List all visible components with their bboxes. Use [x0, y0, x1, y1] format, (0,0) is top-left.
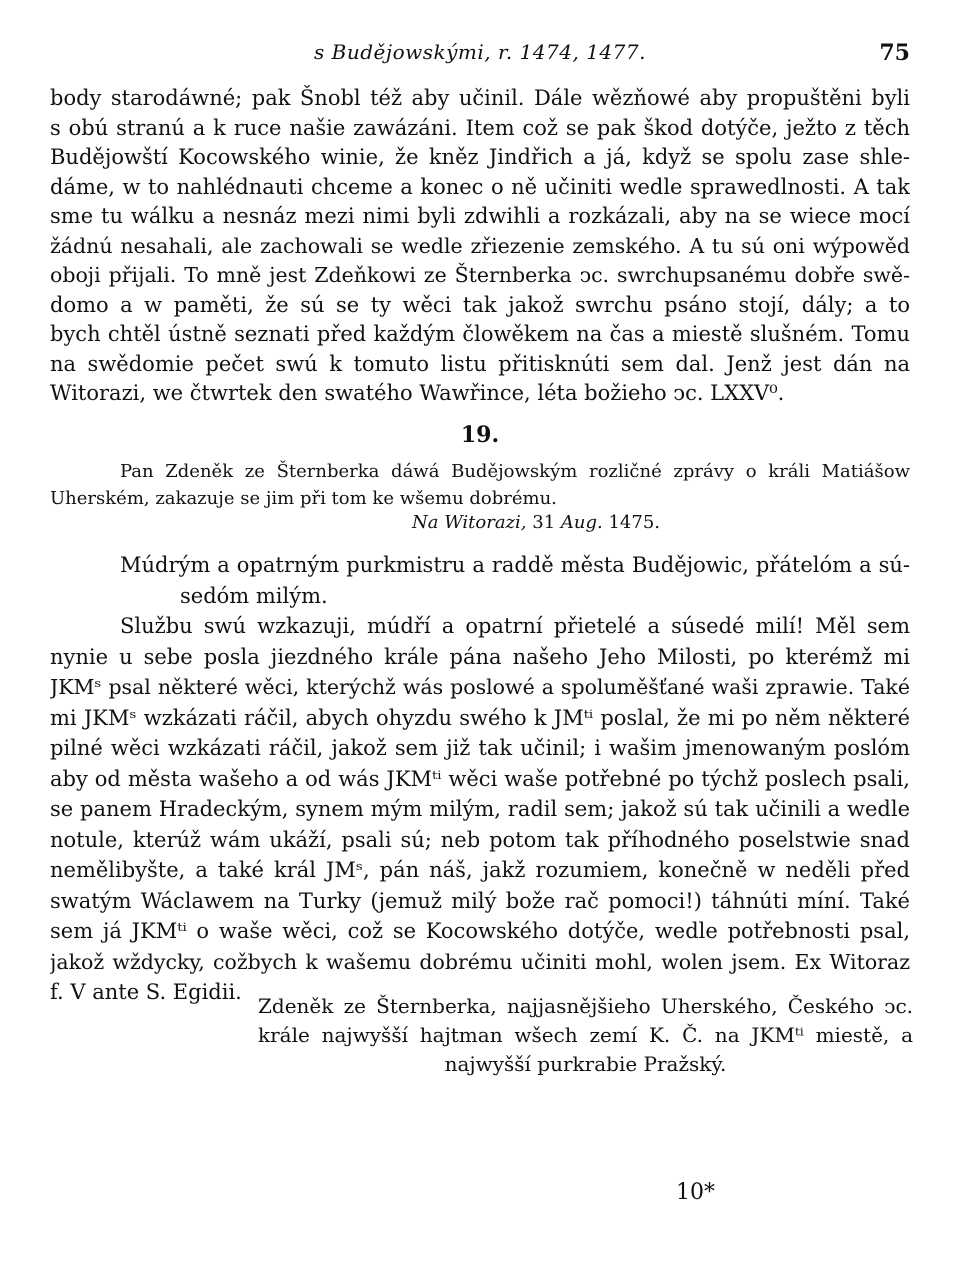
- letter-line: aby od města wašeho a od wás JKMᵗⁱ wěci waše potřebné po týchž poslech psali,: [50, 766, 910, 791]
- letter-line: f. V ante S. Egidii.: [50, 980, 242, 1004]
- letter-line: nemělibyšte, a také král JMˢ, pán náš, jakž rozumiem, konečně w neděli před: [50, 858, 910, 882]
- signature-line: najwyšší purkrabie Pražský.: [444, 1052, 727, 1076]
- preceding-document-text: [50, 84, 910, 409]
- text-line: na swědomie pečet swú k tomuto listu přitisknúti sem dal. Jenž jest dán na: [50, 351, 910, 376]
- letter-line: notule, kterúž wám ukáží, psali sú; neb potom tak příhodného poselstwie snad: [50, 827, 910, 852]
- summary-line: Pan Zdeněk ze Šternberka dáwá Budějowským rozličné zprávy o králi Matiášow: [120, 461, 910, 482]
- document-summary: [50, 458, 910, 533]
- text-line: dáme, w to nahlédnauti chceme a konec o ně učiniti wedle sprawedlnosti. A tak: [50, 174, 910, 199]
- letter-line: se panem Hradeckým, synem mým milým, radil sem; jakož sú tak učinili a wedle: [50, 797, 910, 821]
- letter-line: nynie u sebe posla jiezdného krále pána našeho Jeho Milosti, po kterémž mi: [50, 644, 910, 669]
- letter: [50, 550, 910, 1008]
- running-head: [50, 40, 910, 64]
- printer-signature-mark: 10*: [676, 1180, 715, 1205]
- text-line: oboji přijali. To mně jest Zdeňkowi ze Šternberka ͻc. swrchupsanému dobře swě-: [50, 263, 910, 287]
- address-line: sedóm milým.: [180, 583, 328, 608]
- letter-line: mi JKMˢ wzkázati ráčil, abych ohyzdu swého k JMᵗⁱ poslal, že mi po něm některé: [50, 705, 910, 730]
- date-day: 31: [532, 512, 556, 533]
- letter-line: Službu swú wzkazuji, múdří a opatrní přietelé a súsedé milí! Měl sem: [120, 614, 910, 638]
- address-line: Múdrým a opatrným purkmistru a raddě města Budějowic, přátelóm a sú-: [120, 553, 910, 577]
- running-head-year: r. 1474, 1477.: [498, 40, 646, 64]
- date-year: 1475.: [608, 512, 660, 533]
- letter-signature: [258, 992, 913, 1079]
- date-place: Na Witorazi,: [412, 512, 527, 533]
- letter-line: pilné wěci wzkázati ráčil, jakož sem již tak učinil; i wašim jmenowaným poslóm: [50, 736, 910, 760]
- page-header: [50, 40, 910, 66]
- letter-line: JKMˢ psal některé wěci, kterýchž wás poslowé a spoluměšťané waši zprawie. Také: [50, 675, 910, 699]
- text-line: Witorazi, we čtwrtek den swatého Wawřince, léta božieho ͻc. LXXV⁰.: [50, 381, 785, 405]
- text-line: domo a w paměti, že sú se ty wěci tak jakož swrchu psáno stojí, dály; a to: [50, 292, 910, 317]
- document-date: [412, 512, 660, 533]
- signature-line: krále najwyšší hajtman wšech zemí K. Č. na JKMᵗⁱ miestě, a: [258, 1023, 913, 1047]
- text-line: body starodáwné; pak Šnobl též aby učinil. Dále wězňowé aby propuštěni byli: [50, 86, 910, 110]
- letter-line: swatým Wáclawem na Turky (jemuž milý bože rač pomoci!) táhnúti míní. Také: [50, 888, 910, 913]
- text-line: s obú stranú a k ruce našie zawázáni. Item což se pak škod dotýče, ježto z těch: [50, 115, 910, 140]
- running-head-place: s Budějowskými,: [314, 40, 492, 64]
- summary-line: Uherském, zakazuje se jim při tom ke wšemu dobrému.: [50, 488, 557, 509]
- text-line: sme tu wálku a nesnáz mezi nimi byli zdwihli a rozkázali, aby na se wiece mocí: [50, 204, 910, 228]
- text-line: Budějowští Kocowského winie, že kněz Jindřich a já, když se spolu zase shle-: [50, 145, 910, 169]
- signature-line: Zdeněk ze Šternberka, najjasnějšieho Uherského, Českého ͻc.: [258, 994, 913, 1018]
- text-line: bych chtěl ústně seznati před každým člowěkem na čas a miestě slušném. Tomu: [50, 322, 910, 346]
- document-number: 19.: [460, 422, 500, 448]
- page-number: 75: [879, 40, 910, 66]
- letter-line: jakož wždycky, cožbych k wašemu dobrému učiniti mohl, wolen jsem. Ex Witoraz: [50, 949, 910, 974]
- letter-line: sem já JKMᵗⁱ o waše wěci, což se Kocowského dotýče, wedle potřebnosti psal,: [50, 919, 910, 943]
- date-month: Aug.: [560, 512, 603, 533]
- text-line: žádnú nesahali, ale zachowali se wedle zřiezenie zemského. A tu sú oni wýpowěd: [50, 233, 910, 258]
